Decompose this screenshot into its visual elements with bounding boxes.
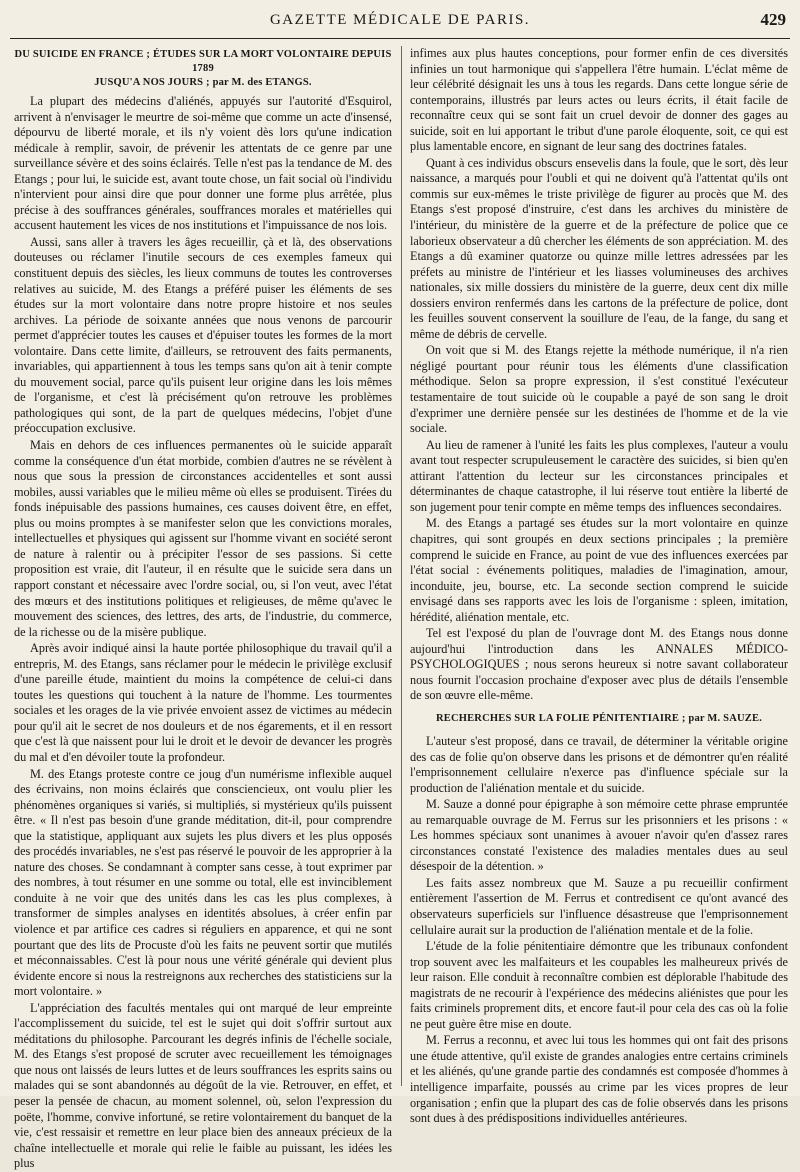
article-heading-line-1: DU SUICIDE EN FRANCE ; ÉTUDES SUR LA MORT VOLONTAIRE DEPUIS 1789 (14, 49, 392, 74)
paragraph: Quant à ces individus obscurs ensevelis dans la foule, que le sort, dès leur naissance, a marqués pour l'oubli et qui ne doivent qu'à l'attentat qu'ils ont commis sur eux-mêmes le triste privilège de figurer au procès que M. des Etangs s'est proposé d'instruire, c'est dans les archives du ministère de l'intérieur, du ministère de la guerre et de la préfecture de police que ce laborieux observateur a dû chercher les éléments de son appréciation. M. des Etangs a dû examiner quatorze ou quinze mille lettres adressées par les préfets au ministre de l'intérieur et les liasses volumineuses des archives nationales, six mille dossiers du ministère de la guerre, deux cent dix mille dossiers environ renfermés dans les cartons de la préfecture de police, dont les feuilles souvent conservent la souillure de l'eau, de la fange, du sang et même de débris de cervelle. (410, 155, 788, 341)
paragraph: Au lieu de ramener à l'unité les faits les plus complexes, l'auteur a voulu avant tout respecter scrupuleusement le caractère des suicides, si bien qu'en attirant l'attention du lecteur sur les circonstances principales et déterminantes de chaque catastrophe, il lui réserve tout entière la liberté de son jugement pour tenir compte en même temps des influences secondaires. (410, 437, 788, 514)
article-heading-folie: RECHERCHES SUR LA FOLIE PÉNITENTIAIRE ; par M. SAUZE. (435, 712, 763, 724)
paragraph: M. des Etangs a partagé ses études sur la mort volontaire en quinze chapitres, qui sont groupés en deux sections principales ; la première comprend le suicide en France, au point de vue des influences exercées par l'état social : événements politiques, maladies de l'imagination, amour, inconduite, jeu, bourse, etc. La seconde section comprend le suicide envisagé dans ses rapports avec les lois de l'organisme : spleen, imitation, hérédité, aliénation mentale, etc. (410, 516, 788, 624)
paragraph: M. des Etangs proteste contre ce joug d'un numérisme inflexible auquel des écrivains, non moins éclairés que consciencieux, ont voulu plier les phénomènes organiques si variés, si multipliés, si mystérieux qu'ils puissent être. « Il n'est pas besoin d'une grande méditation, dit-il, pour comprendre que la statistique, appliquant aux sujets les plus divers et les plus opposés des procédés invariables, ne s'est pas réservé le pouvoir de les approprier à la nature des choses. Se condamnant à compter sans cesse, à tout exprimer par des nombres, à tout résumer en une somme ou total, elle est invinciblement conduite à ne voir que des unités dans les cas les plus complexes, à transformer de simples analyses en identités absolues, à créer enfin par violence et par artifice ces cadres si réguliers en apparence, et qui ne sont pourtant que des lits de Procuste d'où les faits ne peuvent sortir que mutilés et méconnaissables. C'est là pour nous une vérité générale qui devient plus évidente encore si nous la restreignons aux recherches des statisticiens sur la mort volontaire. » (14, 766, 392, 999)
paragraph: Tel est l'exposé du plan de l'ouvrage dont M. des Etangs nous donne aujourd'hui l'introduction dans les ANNALES MÉDICO-PSYCHOLOGIQUES ; nous serons heureux si notre savant collaborateur nous fournit l'occasion prochaine d'exposer avec plus de détails l'ensemble de son œuvre elle-même. (410, 626, 788, 703)
column-divider (401, 46, 402, 1086)
article-heading-line-2: JUSQU'A NOS JOURS ; par M. des ETANGS. (94, 77, 312, 88)
paragraph: L'auteur s'est proposé, dans ce travail, de déterminer la véritable origine des cas de folie qu'on observe dans les prisons et de démontrer qu'en réalité l'emprisonnement cellulaire n'exerce pas d'influence spéciale sur la production de l'aliénation mentale et du suicide. (410, 733, 788, 795)
left-column (14, 46, 392, 1171)
page-number: 429 (760, 10, 786, 29)
paragraph-continued: infimes aux plus hautes conceptions, pour former enfin de ces diversités infinies un tout harmonique qui s'appellera l'être humain. L'éclat même de leur célébrité désignait les uns à tous les regards. Dans cette longue série de contemporains, illustrés par leurs actes ou leurs écrits, il était facile de reconnaître ceux qui se sont fait un cruel devoir de donner des gages au suicide, soit en lui apportant le tribut d'une parole éloquente, soit, ce qui est plus lamentable encore, en signant de leur sang des doctrines fatales. (410, 46, 788, 154)
paragraph: Mais en dehors de ces influences permanentes où le suicide apparaît comme la conséquence d'un état morbide, combien d'autres ne se révèlent à nous que sous la pression de circonstances accidentelles et sont aussi mobiles, aussi variables que le milieu même où elles se produisent. Tirées du fonds inépuisable des passions humaines, ces causes doivent être, en effet, plus ou moins promptes à se manifester selon que les convictions morales, intellectuelles et physiques qui agissent sur l'homme vivant en société seront de nature à ralentir ou à précipiter l'essor de ses passions. Si cette proposition est vraie, dit l'auteur, il en résulte que le suicide sera dans un rapport constant et nécessaire avec l'ordre social, ou, si l'on veut, avec l'état des mœurs et des institutions politiques et religieuses, de même qu'avec le mouvement des sciences, des lettres, des arts, de l'industrie, du commerce, de la richesse ou de la misère publique. (14, 438, 392, 639)
paragraph: Les faits assez nombreux que M. Sauze a pu recueillir confirment entièrement l'assertion de M. Ferrus et contredisent ce qu'ont avancé des observateurs superficiels sur l'influence désastreuse que l'emprisonnement cellulaire aurait sur la production de l'aliénation mentale et de la folie. (410, 875, 788, 937)
paragraph: La plupart des médecins d'aliénés, appuyés sur l'autorité d'Esquirol, arrivent à n'envisager le meurtre de soi-même que comme un acte d'insensé, dépourvu de liberté morale, et ils n'y voient dès lors qu'une indication médicale à remplir, savoir, de prévenir les attentats de ce genre par une surveillance sévère et des soins éclairés. Telle n'est pas la tendance de M. des Etangs ; pour lui, le suicide est, avant toute chose, un fait social où l'individu n'intervient pour ainsi dire que pour donner une forme plus arrêtée, plus précise à des souffrances générales, souffrances morales et matérielles qui accusent hautement les vices de nos institutions et l'impuissance de nos lois. (14, 94, 392, 233)
paragraph: M. Sauze a donné pour épigraphe à son mémoire cette phrase empruntée au remarquable ouvrage de M. Ferrus sur les prisonniers et les prisons : « Les hommes spéciaux sont unanimes à avouer n'avoir qu'en d'assez rares circonstances constaté l'existence des maladies mentales dues au seul désespoir de la détention. » (410, 797, 788, 874)
article-heading-suicide (14, 48, 392, 90)
journal-title: GAZETTE MÉDICALE DE PARIS. (269, 12, 531, 28)
paragraph: On voit que si M. des Etangs rejette la méthode numérique, il n'a rien négligé pourtant pour réunir tous les éléments d'une classification méthodique. Selon sa propre expression, il s'est constitué l'exécuteur testamentaire de tout suicide où le coupable a payé de son sang le droit d'exprimer une dernière pensée sur les destinées de l'homme et de la vie sociale. (410, 343, 788, 436)
paragraph: Aussi, sans aller à travers les âges recueillir, çà et là, des observations douteuses ou réclamer l'inutile secours de ces exemples fameux qui constituent depuis des siècles, les lieux communs de toutes les controverses relatives au suicide, M. des Etangs a préféré puiser les éléments de ses études sur la mort volontaire dans notre propre histoire et nos seules archives. La période de soixante années que nous venons de parcourir permet d'apprécier toutes les causes et d'épuiser toutes les formes de la mort volontaire. Dans cette limite, d'ailleurs, se retrouvent des faits permanents, invariables, qui appartiennent à tous les temps sans qu'on ait à tenir compte du mouvement social, parce qu'ils puisent leur origine dans les lois mêmes de l'organisme, et c'est là précisément qu'on retrouve les problèmes pathologiques qui sont, de la part de quelques médecins, l'objet d'une préoccupation exclusive. (14, 234, 392, 436)
paragraph: L'étude de la folie pénitentiaire démontre que les tribunaux confondent trop souvent avec les malfaiteurs et les coupables les malheureux privés de leur raison. Elle conduit à reconnaître combien est déplorable l'habitude des magistrats de ne recourir à l'expérience des médecins aliénistes que pour les faits criminels proprement dits, et encore faut-il pour cela des cas où la folie ne peut guère être mise en doute. (410, 939, 788, 1031)
right-column (410, 46, 788, 1126)
paragraph: Après avoir indiqué ainsi la haute portée philosophique du travail qu'il a entrepris, M. des Etangs, sans réclamer pour le médecin le privilège exclusif d'une pareille étude, maintient du moins la compétence de celui-ci dans toutes les questions qui touchent à la nature de l'homme. Les tourmentes sociales et les orages de la vie privée envoient assez de victimes au médecin pour qu'il ait le secret de nos douleurs et de nos égarements, et il en ressort que c'est là que naissent pour lui le droit et le devoir de devancer les progrès du mal et d'en dévoiler toute la profondeur. (14, 641, 392, 764)
paragraph: M. Ferrus a reconnu, et avec lui tous les hommes qui ont fait des prisons une étude attentive, qu'il existe de grandes analogies entre certains criminels et les aliénés, qu'une grande partie des condamnés est composée d'hommes à intelligence imparfaite, poussés au crime par les vices propres de leur organisation ; enfin que la plupart des cas de folie observés dans les prisons sont dues à des prédispositions individuelles antérieures. (410, 1033, 788, 1126)
page-header (10, 0, 790, 39)
paragraph: L'appréciation des facultés mentales qui ont marqué de leur empreinte l'accomplissement du suicide, tel est le sujet qui doit s'offrir surtout aux méditations du philosophe. Parcourant les degrés infinis de l'échelle sociale, M. des Etangs s'est proposé de scruter avec recueillement les témoignages que nous ont laissés de leurs luttes et de leurs souffrances les esprits sains ou malades qui se sont abandonnés au dégoût de la vie. Retrouver, en effet, et peser la pensée de chacun, au moment solennel, où, selon l'expression du poëte, l'homme, convive infortuné, se retire volontairement du banquet de la vie, c'est ressaisir et remettre en leur place bien des anneaux précieux de la chaîne intellectuelle et morale qui relie le faible au puissant, les idées les plus (14, 1000, 392, 1171)
